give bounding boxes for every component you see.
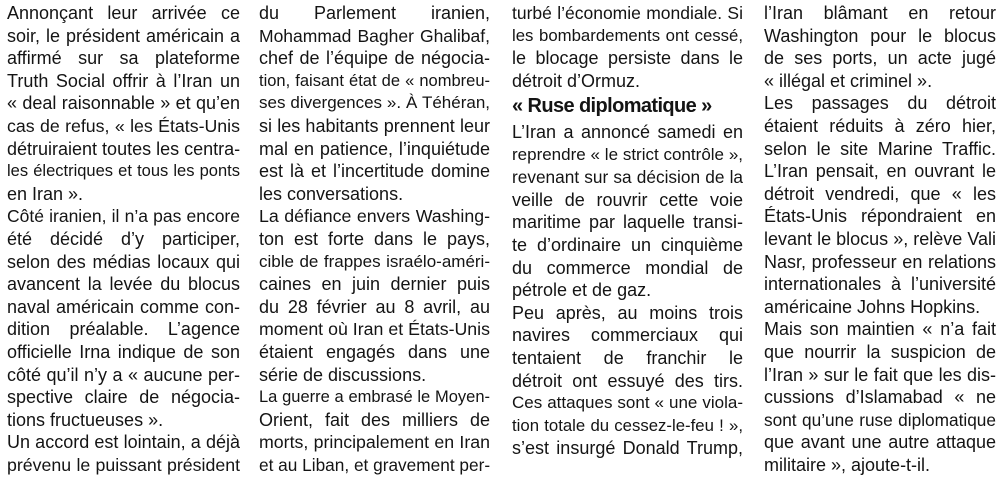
article-line: Mohammad Bagher Ghalibaf, (259, 25, 490, 46)
article-line: La guerre a embrasé le Moyen- (259, 388, 490, 407)
article-line: détroit ont essuyé des tirs. (512, 370, 743, 391)
article-line: détroit d’Ormuz. (512, 70, 641, 91)
article-line: L’Iran a annoncé samedi en (512, 121, 743, 142)
article-line: Annonçant leur arrivée ce (7, 3, 240, 23)
article-line: États-Unis répondraient en (764, 206, 996, 227)
article-line: caines en juin dernier puis (259, 274, 490, 295)
article-line: militaire », ajoute-t-il. (764, 454, 931, 475)
article-line: Nasr, professeur en relations (764, 251, 996, 272)
article-line: Les passages du détroit (764, 93, 996, 114)
article-line: Orient, fait des milliers de (259, 409, 490, 430)
article-line: Truth Social offrir à l’Iran un (7, 70, 240, 91)
article-line: été décidé d’y participer, (7, 228, 240, 249)
article-line: officielle Irna indique de son (7, 341, 240, 362)
article-line: affirmé sur sa plateforme (7, 48, 240, 69)
article-line: « deal raisonnable » et qu’en (7, 93, 240, 114)
article-line: cible de frappes israélo-améri- (259, 251, 490, 271)
article-line: le blocage persiste dans le (512, 48, 743, 69)
section-subheading: « Ruse diplomatique » (512, 95, 712, 118)
article-line: selon le site Marine Traffic. (764, 138, 996, 159)
article-line: détroit vendredi, que « les (764, 183, 996, 204)
article-line: cussions d’Islamabad « ne (764, 387, 996, 408)
article-line: et au Liban, et gravement per- (259, 454, 490, 475)
article-line: l’Iran » sur le fait que les dis- (764, 364, 996, 385)
article-column-3 (512, 2, 743, 460)
article-line: naval américain comme con- (7, 296, 240, 317)
article-line: revenant sur sa décision de la (512, 167, 743, 188)
article-line: tion, faisant état de « nombreu- (259, 71, 490, 90)
article-column-1 (7, 2, 240, 476)
article-line: Côté iranien, il n’a pas encore (7, 206, 240, 227)
article-line: cas de refus, « les États-Unis (7, 115, 240, 136)
article-line: en Iran ». (7, 183, 84, 204)
article-line: reprendre « le strict contrôle », (512, 144, 743, 164)
article-line: pétrole et de gaz. (512, 280, 652, 301)
article-line: spective claire de négocia- (7, 387, 240, 408)
article-line: étaient engagés dans une (259, 341, 490, 362)
article-line: les électriques et tous les ponts (7, 162, 240, 181)
article-line: te d’ordinaire un cinquième (512, 234, 743, 255)
article-line: dition préalable. L’agence (7, 319, 240, 340)
article-line: américaine Johns Hopkins. (764, 296, 981, 317)
article-line: navires commerciaux qui (512, 325, 743, 346)
article-line: selon des médias locaux qui (7, 251, 240, 272)
article-line: avancent la levée du blocus (7, 274, 240, 295)
article-line: côté qu’il n’y a « aucune per- (7, 364, 240, 385)
article-line: Peu après, au moins trois (512, 302, 743, 323)
article-line: chef de l’équipe de négocia- (259, 48, 490, 69)
article-column-4 (764, 2, 996, 476)
article-line: si les habitants prennent leur (259, 115, 490, 136)
article-line: les conversations. (259, 183, 404, 204)
article-line: série de discussions. (259, 364, 427, 385)
article-line: du commerce mondial de (512, 257, 743, 278)
article-line: ses divergences ». À Téhéran, (259, 93, 490, 113)
article-line: sont qu’une ruse diplomatique (764, 409, 996, 430)
article-line: du Parlement iranien, (259, 3, 490, 23)
article-line: soir, le président américain a (7, 25, 240, 46)
article-line: détruiraient toutes les centra- (7, 138, 240, 159)
article-line: La défiance envers Washing- (259, 206, 490, 227)
article-line: les bombardements ont cessé, (512, 25, 743, 45)
article-line: mal en patience, l’inquiétude (259, 138, 490, 159)
article-line: internationales à l’université (764, 274, 996, 295)
article-line: que avant une autre attaque (764, 432, 996, 453)
article-line: L’Iran pensait, en ouvrant le (764, 161, 996, 182)
article-line: Un accord est lointain, a déjà (7, 432, 240, 453)
article-line: moment où Iran et États-Unis (259, 319, 490, 340)
article-line: Washington pour le blocus (764, 25, 996, 46)
article-line: veille de rouvrir cette voie (512, 189, 743, 210)
article-line: que nourrir la suspicion de (764, 341, 996, 362)
article-line: morts, principalement en Iran (259, 432, 490, 453)
article-column-2 (259, 2, 490, 476)
article-line: prévenu le puissant président (7, 454, 240, 475)
article-line: Mais son maintien « n’a fait (764, 319, 996, 340)
article-line: levant le blocus », relève Vali (764, 228, 996, 249)
article-line: tentaient de franchir le (512, 347, 743, 368)
article-line: du 28 février au 8 avril, au (259, 296, 490, 317)
article-line: étaient réduits à zéro hier, (764, 115, 996, 136)
article-line: tions fructueuses ». (7, 409, 164, 430)
article-line: turbé l’économie mondiale. Si (512, 3, 743, 23)
article-line: l’Iran blâmant en retour (764, 3, 996, 23)
article-line: est là et l’incertitude domine (259, 161, 490, 182)
article-line: « illégal et criminel ». (764, 70, 933, 91)
article-line: Ces attaques sont « une viola- (512, 393, 743, 413)
article-line: s’est insurgé Donald Trump, (512, 438, 743, 459)
article-line: ton est forte dans le pays, (259, 228, 490, 249)
article-line: de ses ports, un acte jugé (764, 48, 996, 69)
article-line: maritime par laquelle transi- (512, 212, 743, 233)
article-line: tion totale du cessez-le-feu ! », (512, 415, 743, 435)
